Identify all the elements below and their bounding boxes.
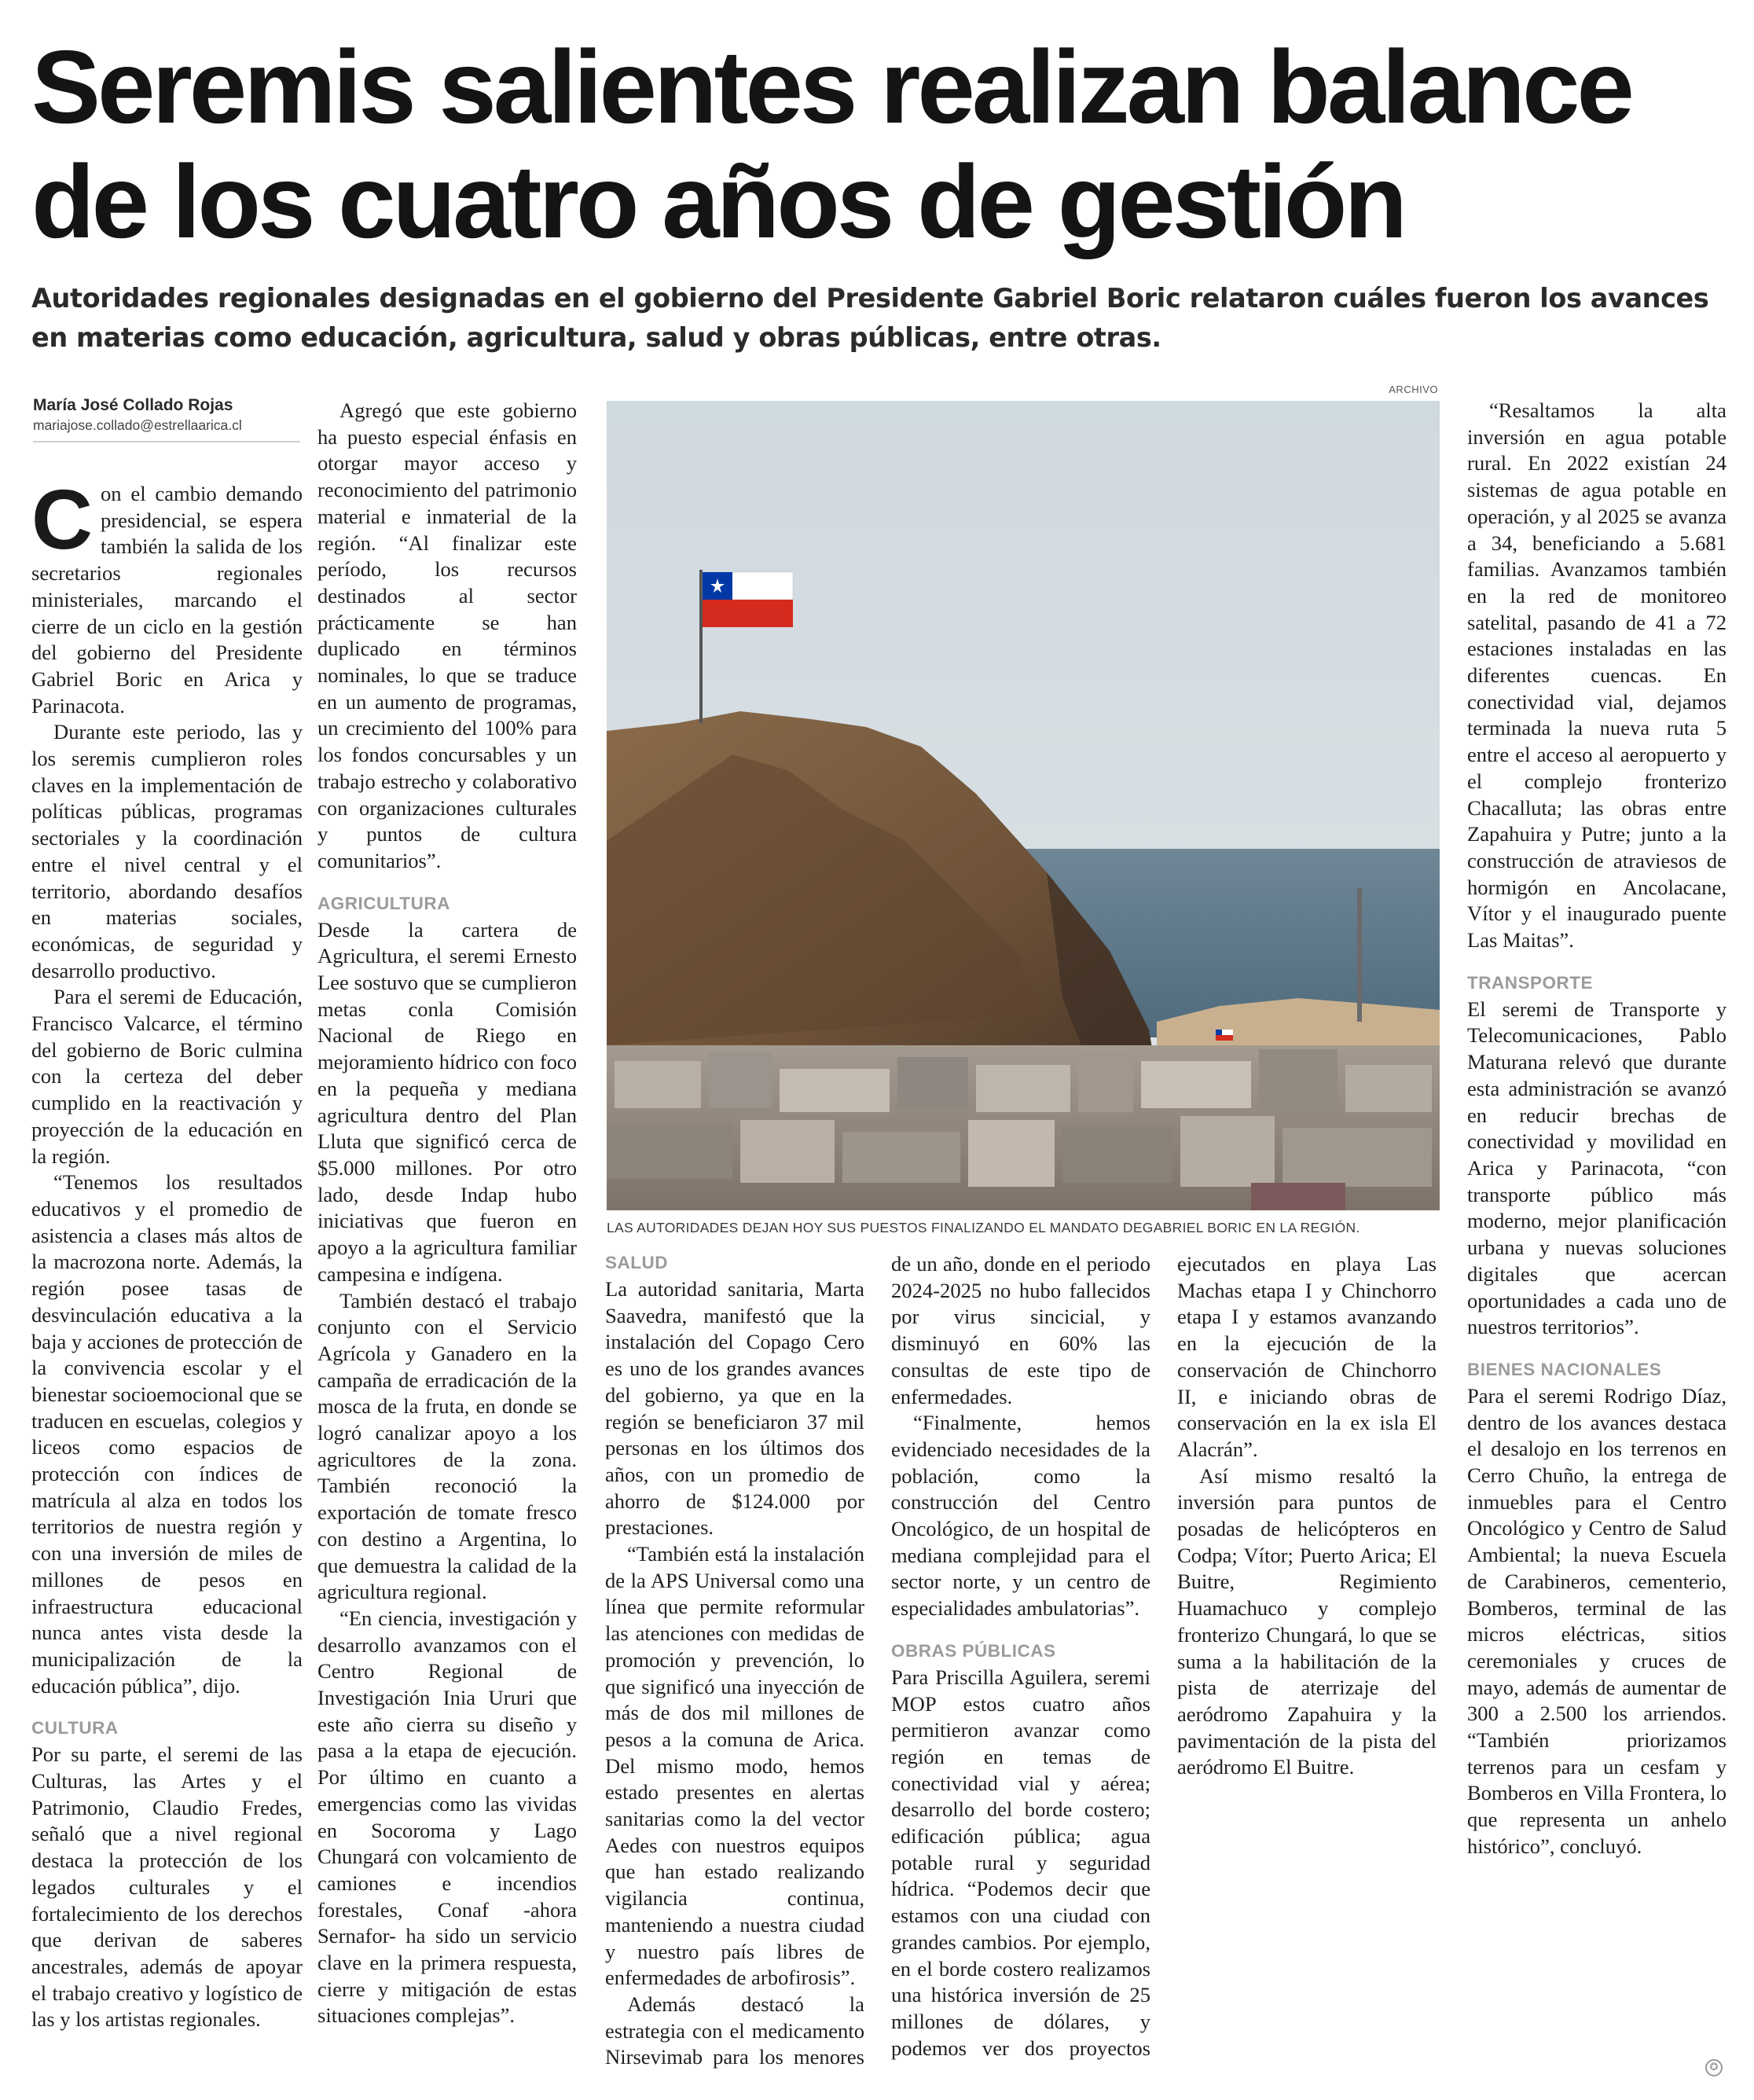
- small-chile-flag: [1216, 1030, 1233, 1041]
- body-paragraph: “Tenemos los resultados educativos y el promedio de asistencia a clases más altos de la macrozona norte. Además, la región posee tasas de desvinculación educativa a la baja y acciones de protección de la convivencia escolar y el bienestar socioemocional que se traducen en escuelas, colegios y liceos como espacios de protección con índices de matrícula al alza en todos los territorios de nuestra región y con una inversión de miles de millones de pesos en infraestructura educacional nunca antes vista desde la municipalización de la educación pública”, dijo.: [31, 1170, 303, 1698]
- body-paragraph: Además destacó la estrategia con el medicamento Nirsevimab para los menores de un año, donde en el periodo 2024-2025 no hubo fallecidos por virus sincicial, y disminuyó en 60% las consultas de este tipo de enfermedades.: [605, 1252, 1150, 2069]
- body-paragraph: Durante este periodo, las y los seremis cumplieron roles claves en la implementación de políticas públicas, programas sectoriales y la coordinación entre el nivel central y el territorio, abordando desafíos en materias sociales, económicas, de seguridad y desarrollo productivo.: [31, 720, 303, 982]
- headline-line-2: de los cuatro años de gestión: [31, 144, 1405, 259]
- author-email: mariajose.collado@estrellaarica.cl: [33, 417, 242, 433]
- section-heading-transporte: TRANSPORTE: [1467, 972, 1594, 993]
- photo-credit: ARCHIVO: [1389, 384, 1438, 395]
- body-paragraph: Así mismo resaltó la inversión para puntos de posadas de helicópteros en Codpa; Vítor; Puerto Arica; El Buitre, Regimiento Huamachuco y complejo fronterizo Chungará, lo que se suma a la habilitación de la pista de aterrizaje del aeródromo Zapahuira y la pavimentación de la pista del aeródromo El Buitre.: [1177, 1463, 1437, 1779]
- deck-subtitle: Autoridades regionales designadas en el gobierno del Presidente Gabriel Boric relataron cuáles fueron los avances en materias como educación, agricultura, salud y obras públicas, entre otras.: [31, 283, 1709, 353]
- byline-divider: [33, 441, 300, 442]
- body-paragraph: “También está la instalación de la APS Universal como una línea que permite reformular las atenciones con medidas de promoción y prevención, lo que significó una inyección de más de dos mil millones de pesos a la comuna de Arica. Del mismo modo, hemos estado presentes en alertas sanitarias como la del vector Aedes con nuestros equipos que han estado realizando vigilancia continua, manteniendo a nuestra ciudad y nuestro país libres de enfermedades de arbofirosis”.: [605, 1542, 864, 1990]
- morro-arica-photo: [607, 401, 1440, 1210]
- body-paragraph: Agregó que este gobierno ha puesto especial énfasis en otorgar mayor acceso y reconocimiento del patrimonio material e inmaterial de la región. “Al finalizar este período, los recursos destinados al sector prácticamente se han duplicado en términos nominales, lo que se traduce en un aumento de programas, un crecimiento del 100% para los fondos concursables y un trabajo estrecho y colaborativo con organizaciones culturales y puntos de cultura comunitarios”.: [317, 398, 577, 872]
- body-paragraph: “Finalmente, hemos evidenciado necesidades de la población, como la construcción del Centro Oncológico, de un hospital de mediana complejidad para el sector norte, y un centro de especialidades ambulatorias”.: [891, 1411, 1150, 1621]
- headline-line-1: Seremis salientes realizan balance: [31, 29, 1631, 145]
- lead-paragraph: Con el cambio demando presidencial, se espera también la salida de los secretarios regionales ministeriales, marcando el cierre de un ciclo en la gestión del gobierno del Presidente Gabriel Boric en Arica y Parinacota.: [31, 481, 303, 718]
- body-paragraph: Desde la cartera de Agricultura, el seremi Ernesto Lee sostuvo que se cumplieron metas conla Comisión Nacional de Riego en mejoramiento hídrico con foco en la pequeña y mediana agricultura dentro del Plan Lluta que significó cerca de $5.000 millones. Por otro lado, desde Indap hubo iniciativas que fueron en apoyo a la agricultura familiar campesina e indígena.: [317, 917, 577, 1286]
- body-paragraph: “Resaltamos la alta inversión en agua potable rural. En 2022 existían 24 sistemas de agua potable en operación, y al 2025 se avanza a 34, beneficiando a 5.681 familias. Avanzamos también en la red de monitoreo satelital, pasando de 41 a 72 estaciones instaladas en las diferentes cuencas. En conectividad vial, dejamos terminada la nueva ruta 5 entre el acceso al aeropuerto y el complejo fronterizo Chacalluta; las obras entre Zapahuira y Putre; junto a la construcción de atraviesos de hormigón en Ancolacane, Vítor y el inaugurado puente Las Maitas”.: [1467, 398, 1726, 953]
- middle-columns-flow: [605, 1251, 1437, 2073]
- body-paragraph: También destacó el trabajo conjunto con el Servicio Agrícola y Ganadero en la campaña de erradicación de la mosca de la fruta, en donde se logró canalizar apoyo a los agricultores de la zona. También reconoció la exportación de tomate fresco con destino a Argentina, lo que demuestra la calidad de la agricultura regional.: [317, 1288, 577, 1604]
- chile-flag: [703, 572, 793, 627]
- section-heading-bienes-nacionales: BIENES NACIONALES: [1467, 1359, 1662, 1379]
- photo-caption: LAS AUTORIDADES DEJAN HOY SUS PUESTOS FINALIZANDO EL MANDATO DEGABRIEL BORIC EN LA REGIÓN.: [607, 1220, 1360, 1235]
- section-heading-agricultura: AGRICULTURA: [317, 893, 450, 913]
- author-name: María José Collado Rojas: [33, 396, 233, 414]
- body-paragraph: Para el seremi de Educación, Francisco Valcarce, el término del gobierno de Boric culmina con la certeza del deber cumplido en la reactivación y proyección de la educación en la región.: [31, 985, 303, 1168]
- body-paragraph: “En ciencia, investigación y desarrollo avanzamos con el Centro Regional de Investigación Inia Ururi que este año cierra su diseño y pasa a la etapa de ejecución. Por último en cuanto a emergencias como las vividas en Socoroma y Lago Chungará con volcamiento de camiones e incendios forestales, Conaf -ahora Sernafor- ha sido un servicio clave en la primera respuesta, cierre y mitigación de estas situaciones complejas”.: [317, 1606, 577, 2028]
- byline: [33, 395, 300, 442]
- article-column-2: [317, 398, 577, 2072]
- body-paragraph: Por su parte, el seremi de las Culturas, las Artes y el Patrimonio, Claudio Fredes, señaló que a nivel regional destaca la protección de los legados culturales y el fortalecimiento de los derechos que derivan de saberes ancestrales, además de apoyar el trabajo creativo y logístico de las y los artistas regionales.: [31, 1742, 303, 2032]
- headline: [31, 30, 1729, 259]
- article-photo: [607, 401, 1440, 1210]
- body-paragraph: Para Priscilla Aguilera, seremi MOP estos cuatro años permitieron avanzar como región en temas de conectividad vial y aérea; desarrollo del borde costero; edificación pública; agua potable rural y seguridad hídrica. “Podemos decir que estamos con una ciudad con grandes cambios. Por ejemplo, en el borde costero realizamos una histórica inversión de 25 millones de dólares, y podemos ver dos proyectos ejecutados en playa Las Machas etapa I y Chinchorro etapa I y estamos avanzando en la ejecución de la conservación de Chinchorro II, e iniciando obras de conservación en la ex isla El Alacrán”.: [891, 1252, 1437, 2060]
- body-paragraph: La autoridad sanitaria, Marta Saavedra, manifestó que la instalación del Copago Cero es uno de los grandes avances del gobierno, ya que en la región se beneficiaron 37 mil personas en los últimos dos años, con un promedio de ahorro de $124.000 por prestaciones.: [605, 1277, 864, 1540]
- article-column-1: [31, 481, 303, 2076]
- end-of-article-icon: ✪: [1705, 2059, 1723, 2076]
- body-paragraph: El seremi de Transporte y Telecomunicaciones, Pablo Maturana relevó que durante esta administración se avanzó en reducir brechas de conectividad y movilidad en Arica y Parinacota, “con transporte público más moderno, mejor planificación urbana y nuevas soluciones digitales que acercan oportunidades a cada uno de nuestros territorios”.: [1467, 997, 1726, 1339]
- section-heading-obras-publicas: OBRAS PÚBLICAS: [891, 1640, 1056, 1661]
- article-column-6: [1467, 398, 1726, 2072]
- section-heading-salud: SALUD: [605, 1253, 668, 1272]
- body-paragraph: Para el seremi Rodrigo Díaz, dentro de los avances destaca el desalojo en los terrenos en Cerro Chuño, la entrega de inmuebles para el Centro Oncológico y Centro de Salud Ambiental; la nueva Escuela de Carabineros, cementerio, Bomberos, terminal de las micros eléctricas, sitios ceremoniales y cruces de mayo, además de aumentar de 300 a 2.500 los arriendos. “También priorizamos terrenos para un cesfam y Bomberos en Villa Frontera, lo que representa un anhelo histórico”, concluyó.: [1467, 1383, 1726, 1858]
- section-heading-cultura: CULTURA: [31, 1718, 119, 1738]
- harbor-pole: [1357, 888, 1362, 1022]
